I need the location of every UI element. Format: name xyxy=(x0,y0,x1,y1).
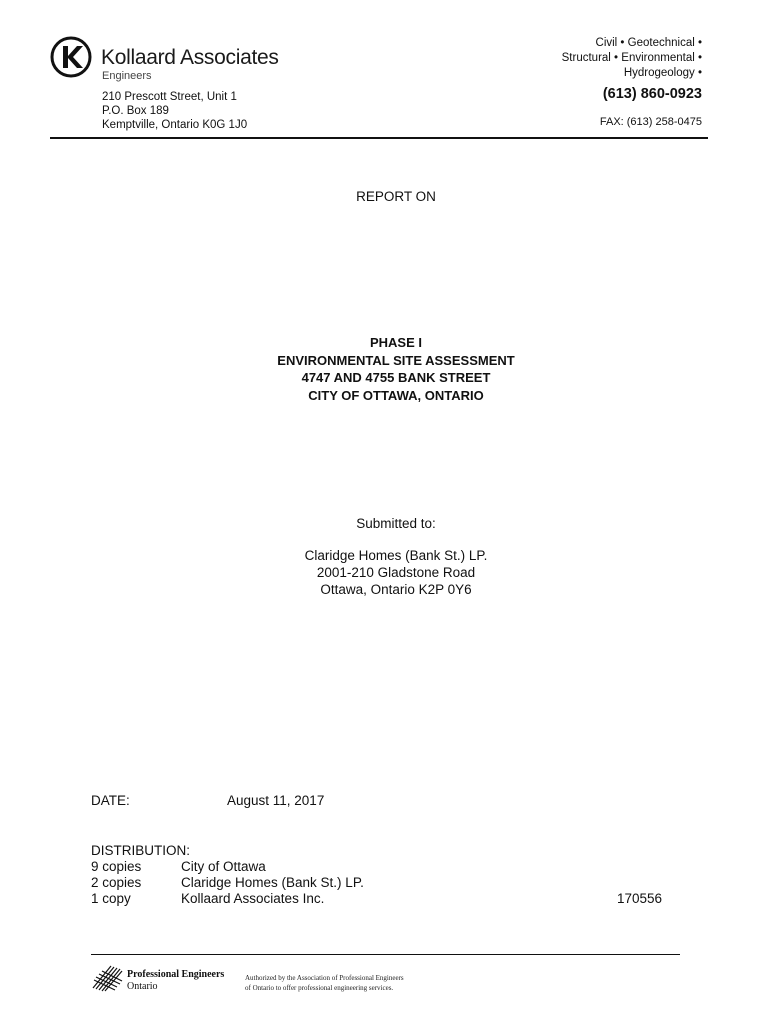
title-line: 4747 AND 4755 BANK STREET xyxy=(301,370,491,385)
address-line: Kemptville, Ontario K0G 1J0 xyxy=(102,119,248,131)
project-reference-number: 170556 xyxy=(617,891,663,906)
report-on-heading: REPORT ON xyxy=(356,189,436,204)
pe-name: Professional Engineers xyxy=(127,969,225,980)
services-line: Civil • Geotechnical • xyxy=(595,37,702,49)
distribution-qty: 1 copy xyxy=(91,891,131,906)
address-line: P.O. Box 189 xyxy=(102,105,169,117)
recipient-line: Claridge Homes (Bank St.) LP. xyxy=(304,548,488,563)
header-divider xyxy=(50,137,708,139)
distribution-row xyxy=(91,859,266,874)
authorization-line: Authorized by the Association of Professional Engineers xyxy=(245,974,404,982)
distribution-recipient: Claridge Homes (Bank St.) LP. xyxy=(181,875,364,890)
distribution-row xyxy=(91,875,364,890)
distribution-qty: 2 copies xyxy=(91,875,142,890)
date-value: August 11, 2017 xyxy=(227,793,325,808)
distribution-qty: 9 copies xyxy=(91,859,142,874)
services-list xyxy=(562,36,702,81)
recipient-line: 2001-210 Gladstone Road xyxy=(316,565,476,580)
authorization-statement xyxy=(245,973,404,993)
company-name: Kollaard Associates xyxy=(101,46,279,69)
report-title xyxy=(0,334,770,404)
professional-engineers-logo-icon xyxy=(91,962,127,992)
pe-province: Ontario xyxy=(127,981,158,992)
title-line: CITY OF OTTAWA, ONTARIO xyxy=(308,387,484,403)
kollaard-logo-icon xyxy=(50,36,92,78)
distribution-recipient: City of Ottawa xyxy=(181,859,266,874)
recipient-line: Ottawa, Ontario K2P 0Y6 xyxy=(320,582,472,597)
distribution-label: DISTRIBUTION: xyxy=(91,843,191,858)
fax-number: FAX: (613) 258-0475 xyxy=(599,116,702,128)
submitted-to-label: Submitted to: xyxy=(356,516,436,531)
recipient-address xyxy=(0,547,770,598)
footer-divider xyxy=(91,954,680,955)
phone-number: (613) 860-0923 xyxy=(602,86,702,102)
services-line: Hydrogeology • xyxy=(623,67,702,79)
services-line: Structural • Environmental • xyxy=(561,52,702,64)
date-label: DATE: xyxy=(91,793,130,808)
title-line: ENVIRONMENTAL SITE ASSESSMENT xyxy=(277,352,515,368)
company-subtitle: Engineers xyxy=(102,70,152,82)
distribution-row xyxy=(91,891,324,906)
authorization-line: of Ontario to offer professional engineering services. xyxy=(245,984,394,992)
title-line: PHASE I xyxy=(369,335,422,350)
distribution-recipient: Kollaard Associates Inc. xyxy=(181,891,325,906)
company-address xyxy=(102,90,247,132)
address-line: 210 Prescott Street, Unit 1 xyxy=(102,91,237,103)
